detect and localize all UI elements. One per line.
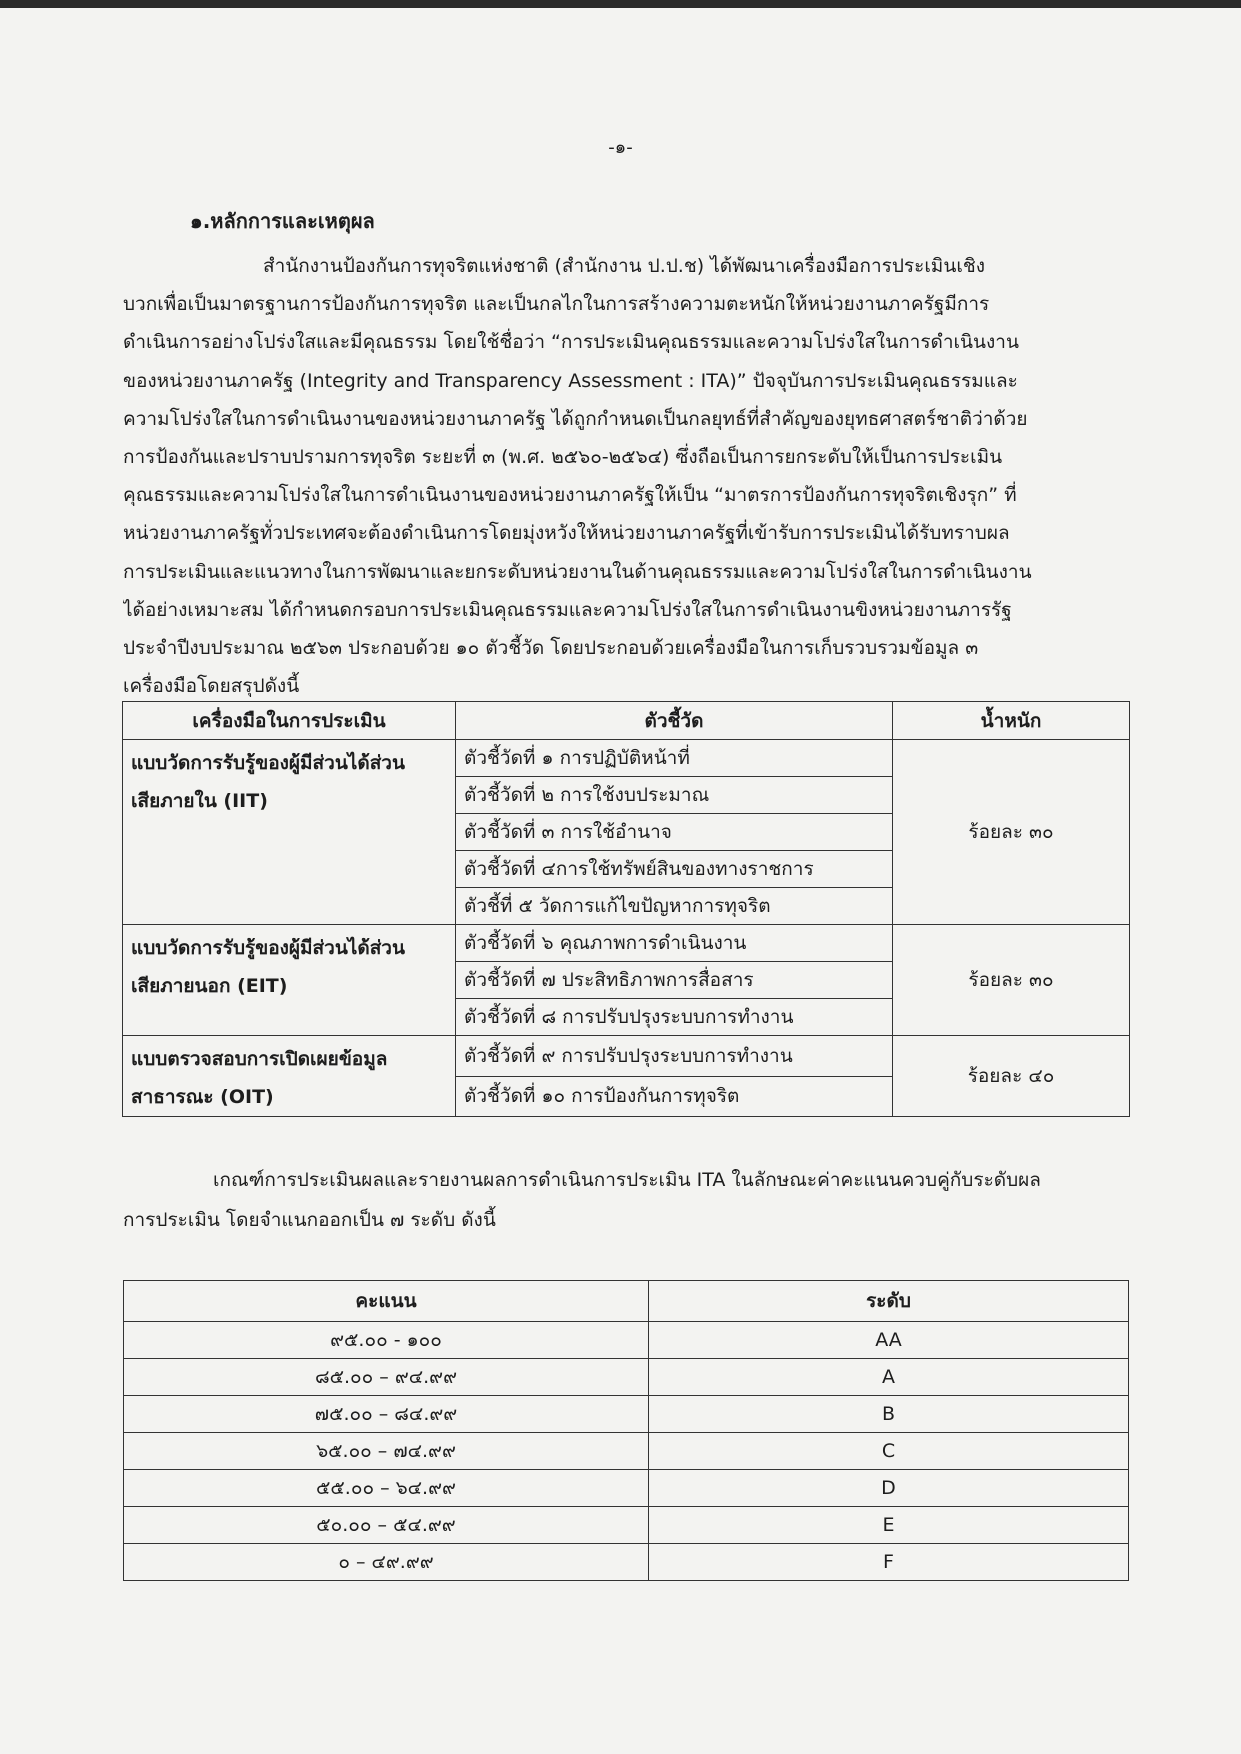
tool-name-line: แบบวัดการรับรู้ของผู้มีส่วนได้ส่วน xyxy=(131,752,405,774)
level-cell: C xyxy=(649,1433,1129,1470)
indicator-cell: ตัวชี้วัดที่ ๗ ประสิทธิภาพการสื่อสาร xyxy=(456,962,893,999)
score-cell: ๘๕.๐๐ – ๙๔.๙๙ xyxy=(124,1359,649,1396)
paragraph-line: บวกเพื่อเป็นมาตรฐานการป้องกันการทุจริต และเป็นกลไกในการสร้างความตะหนักให้หน่วยงานภาครัฐมีการ xyxy=(123,293,990,316)
weight-cell: ร้อยละ ๓๐ xyxy=(893,925,1130,1036)
tool-cell-oit xyxy=(123,1036,456,1117)
paragraph-line: สำนักงานป้องกันการทุจริตแห่งชาติ (สำนักงาน ป.ป.ช) ได้พัฒนาเครื่องมือการประเมินเชิง xyxy=(263,255,985,277)
header-tool: เครื่องมือในการประเมิน xyxy=(123,702,456,740)
table-row xyxy=(123,740,1130,777)
indicator-cell: ตัวชี้วัดที่ ๒ การใช้งบประมาณ xyxy=(456,777,893,814)
indicator-cell: ตัวชี้วัดที่ ๙ การปรับปรุงระบบการทำงาน xyxy=(456,1036,893,1077)
tool-name-line: เสียภายใน (IIT) xyxy=(131,790,268,812)
table-header-row xyxy=(123,702,1130,740)
indicator-cell: ตัวชี้วัดที่ ๑ การปฏิบัติหน้าที่ xyxy=(456,740,893,777)
header-weight: น้ำหนัก xyxy=(893,702,1130,740)
indicator-cell: ตัวชี้วัดที่ ๘ การปรับปรุงระบบการทำงาน xyxy=(456,999,893,1036)
paragraph-line: ประจำปีงบประมาณ ๒๕๖๓ ประกอบด้วย ๑๐ ตัวชี้วัด โดยประกอบด้วยเครื่องมือในการเก็บรวบรวมข้อมูล ๓ xyxy=(123,637,979,660)
tool-name-line: แบบตรวจสอบการเปิดเผยข้อมูล xyxy=(131,1048,388,1070)
indicator-cell: ตัวชี้วัดที่ ๖ คุณภาพการดำเนินงาน xyxy=(456,925,893,962)
paragraph-line: เครื่องมือโดยสรุปดังนี้ xyxy=(123,675,300,698)
score-level-table xyxy=(123,1280,1129,1581)
tool-name-line: สาธารณะ (OIT) xyxy=(131,1086,274,1108)
tool-name-line: เสียภายนอก (EIT) xyxy=(131,975,288,997)
paragraph-line: การป้องกันและปราบปรามการทุจริต ระยะที่ ๓ (พ.ศ. ๒๕๖๐-๒๕๖๔) ซึ่งถือเป็นการยกระดับให้เป็นการประเมิน xyxy=(123,446,1003,469)
level-cell: E xyxy=(649,1507,1129,1544)
weight-cell: ร้อยละ ๓๐ xyxy=(893,740,1130,925)
table-row xyxy=(124,1544,1129,1581)
score-cell: ๐ – ๔๙.๙๙ xyxy=(124,1544,649,1581)
assessment-tools-table xyxy=(122,701,1130,1117)
table-row xyxy=(124,1470,1129,1507)
header-indicator: ตัวชี้วัด xyxy=(456,702,893,740)
level-cell: B xyxy=(649,1396,1129,1433)
tool-cell-eit xyxy=(123,925,456,1036)
level-cell: F xyxy=(649,1544,1129,1581)
table-row xyxy=(124,1433,1129,1470)
paragraph-line: คุณธรรมและความโปร่งใสในการดำเนินงานของหน่วยงานภาครัฐให้เป็น “มาตรการป้องกันการทุจริตเชิงรุก” ที่ xyxy=(123,484,1017,507)
paragraph-line: เกณฑ์การประเมินผลและรายงานผลการดำเนินการประเมิน ITA ในลักษณะค่าคะแนนควบคู่กับระดับผล xyxy=(213,1169,1041,1191)
table-row xyxy=(124,1322,1129,1359)
body-paragraph xyxy=(123,247,1119,705)
indicator-cell: ตัวชี้ที่ ๕ วัดการแก้ไขปัญหาการทุจริต xyxy=(456,888,893,925)
table-row xyxy=(123,1036,1130,1077)
tool-name-line: แบบวัดการรับรู้ของผู้มีส่วนได้ส่วน xyxy=(131,937,405,959)
header-score: คะแนน xyxy=(124,1281,649,1322)
section-heading: ๑.หลักการและเหตุผล xyxy=(190,209,375,233)
level-cell: A xyxy=(649,1359,1129,1396)
paragraph-line: หน่วยงานภาครัฐทั่วประเทศจะต้องดำเนินการโดยมุ่งหวังให้หน่วยงานภาครัฐที่เข้ารับการประเมินได้รับทราบผล xyxy=(123,522,1010,545)
table-row xyxy=(123,925,1130,962)
score-cell: ๕๕.๐๐ – ๖๔.๙๙ xyxy=(124,1470,649,1507)
top-border-line xyxy=(0,0,1241,8)
tool-cell-iit xyxy=(123,740,456,925)
indicator-cell: ตัวชี้วัดที่ ๑๐ การป้องกันการทุจริต xyxy=(456,1076,893,1117)
score-cell: ๗๕.๐๐ – ๘๔.๙๙ xyxy=(124,1396,649,1433)
paragraph-line: ดำเนินการอย่างโปร่งใสและมีคุณธรรม โดยใช้ชื่อว่า “การประเมินคุณธรรมและความโปร่งใสในการดำเนินงาน xyxy=(123,331,1019,354)
page-number: -๑- xyxy=(608,137,633,158)
score-cell: ๕๐.๐๐ – ๕๔.๙๙ xyxy=(124,1507,649,1544)
paragraph-line: การประเมินและแนวทางในการพัฒนาและยกระดับหน่วยงานในด้านคุณธรรมและความโปร่งใสในการดำเนินงาน xyxy=(123,560,1032,583)
indicator-cell: ตัวชี้วัดที่ ๔การใช้ทรัพย์สินของทางราชการ xyxy=(456,851,893,888)
weight-cell: ร้อยละ ๔๐ xyxy=(893,1036,1130,1117)
paragraph-line: ความโปร่งใสในการดำเนินงานของหน่วยงานภาครัฐ ได้ถูกกำหนดเป็นกลยุทธ์ที่สำคัญของยุทธศาสตร์ชาติว่าด้วย xyxy=(123,407,1028,430)
score-cell: ๙๕.๐๐ - ๑๐๐ xyxy=(124,1322,649,1359)
indicator-cell: ตัวชี้วัดที่ ๓ การใช้อำนาจ xyxy=(456,814,893,851)
table-row xyxy=(124,1359,1129,1396)
table-row xyxy=(124,1396,1129,1433)
header-level: ระดับ xyxy=(649,1281,1129,1322)
level-cell: AA xyxy=(649,1322,1129,1359)
paragraph-line: ได้อย่างเหมาะสม ได้กำหนดกรอบการประเมินคุณธรรมและความโปร่งใสในการดำเนินงานขิงหน่วยงานภารรัฐ xyxy=(123,598,1012,621)
table-row xyxy=(124,1507,1129,1544)
paragraph-line: การประเมิน โดยจำแนกออกเป็น ๗ ระดับ ดังนี้ xyxy=(123,1209,496,1231)
level-cell: D xyxy=(649,1470,1129,1507)
table-header-row xyxy=(124,1281,1129,1322)
score-cell: ๖๕.๐๐ – ๗๔.๙๙ xyxy=(124,1433,649,1470)
criteria-paragraph xyxy=(123,1160,1119,1240)
paragraph-line: ของหน่วยงานภาครัฐ (Integrity and Transparency Assessment : ITA)” ปัจจุบันการประเมินคุณธรรมและ xyxy=(123,369,1018,392)
